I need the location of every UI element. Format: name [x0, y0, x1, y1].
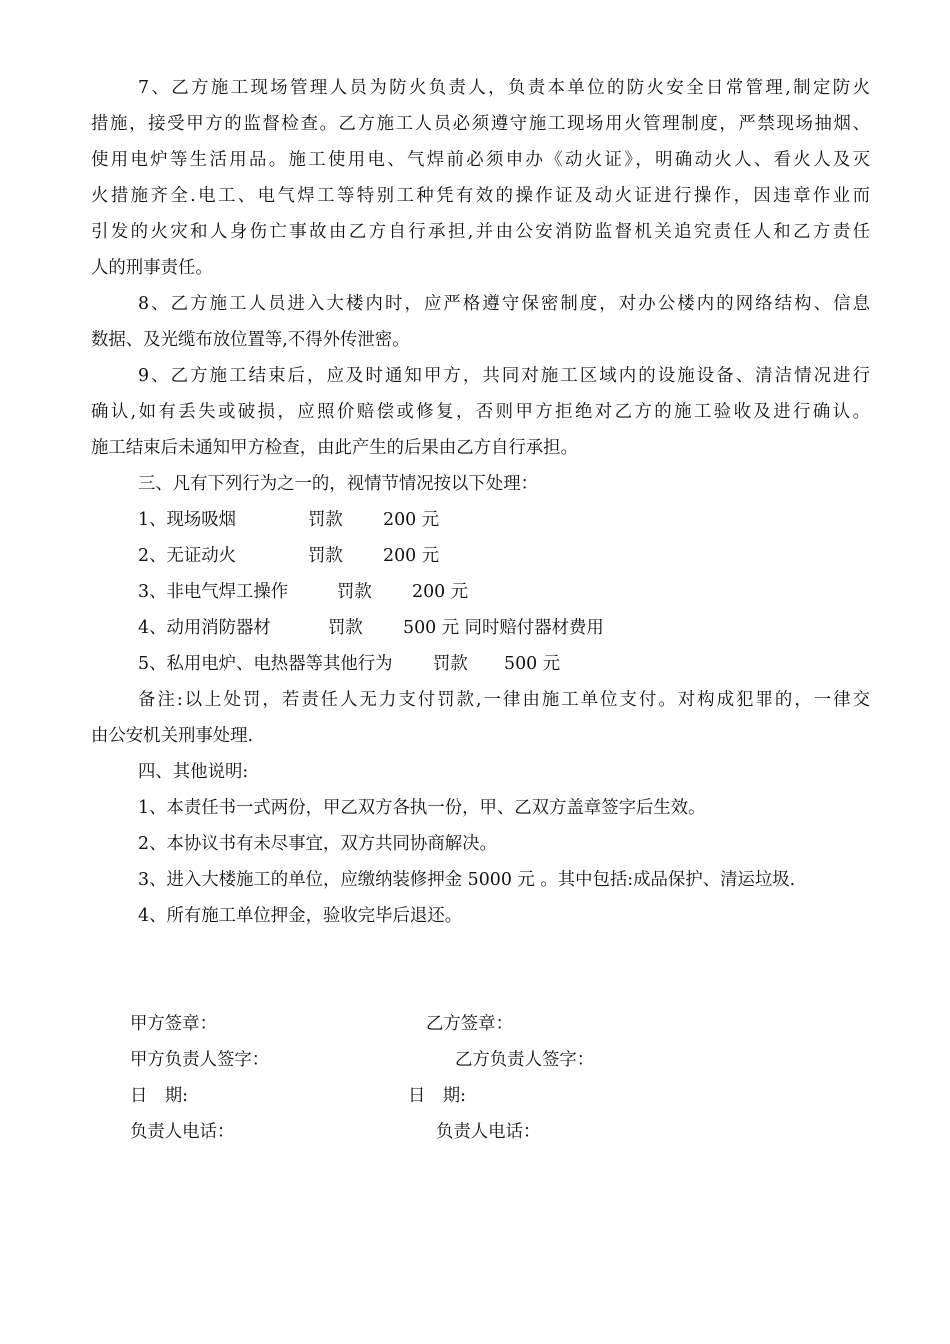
section4-item-2: 2、本协议书有未尽事宜，双方共同协商解决。	[138, 834, 497, 854]
p8-line-1: 8、乙方施工人员进入大楼内时，应严格遵守保密制度，对办公楼内的网络结构、信息	[138, 294, 870, 314]
penalty-amount: 200 元	[383, 546, 440, 566]
section4-item-3: 3、进入大楼施工的单位，应缴纳装修押金 5000 元 。其中包括:成品保护、清运垃圾.	[138, 870, 796, 890]
penalty-label: 罚款	[433, 654, 468, 674]
section3-heading: 三、凡有下列行为之一的，视情节情况按以下处理：	[138, 474, 538, 494]
p7-line-6: 人的刑事责任。	[91, 258, 213, 278]
signature-row-signer	[0, 1042, 950, 1078]
party-b-seal-label: 乙方签章：	[426, 1014, 513, 1034]
signature-row-phone	[0, 1114, 950, 1150]
penalty-item: 2、无证动火	[138, 546, 237, 566]
penalty-amount: 200 元	[383, 510, 440, 530]
p7-line-2: 措施，接受甲方的监督检查。乙方施工人员必须遵守施工现场用火管理制度，严禁现场抽烟、	[91, 114, 870, 134]
p7-line-1: 7、乙方施工现场管理人员为防火负责人，负责本单位的防火安全日常管理,制定防火	[138, 78, 870, 98]
party-a-signer-label: 甲方负责人签字：	[130, 1050, 270, 1070]
p9-line-1: 9、乙方施工结束后，应及时通知甲方，共同对施工区域内的设施设备、清洁情况进行	[138, 366, 870, 386]
penalty-item: 4、动用消防器材	[138, 618, 271, 638]
p9-line-2: 确认,如有丢失或破损，应照价赔偿或修复，否则甲方拒绝对乙方的施工验收及进行确认。	[91, 402, 870, 422]
penalty-item: 5、私用电炉、电热器等其他行为	[138, 654, 393, 674]
penalty-label: 罚款	[328, 618, 363, 638]
p7-line-3: 使用电炉等生活用品。施工使用电、气焊前必须申办《动火证》，明确动火人、看火人及灭	[91, 150, 870, 170]
penalty-amount: 200 元	[412, 582, 469, 602]
section4-heading: 四、其他说明:	[138, 762, 249, 782]
p7-line-5: 引发的火灾和人身伤亡事故由乙方自行承担,并由公安消防监督机关追究责任人和乙方责任	[91, 222, 870, 242]
penalty-label: 罚款	[308, 510, 343, 530]
phone-b-label: 负责人电话：	[436, 1122, 541, 1142]
signature-row-date	[0, 1078, 950, 1114]
penalty-label: 罚款	[337, 582, 372, 602]
phone-a-label: 负责人电话：	[130, 1122, 235, 1142]
section4-item-4: 4、所有施工单位押金，验收完毕后退还。	[138, 906, 463, 926]
note-line-1: 备注:以上处罚，若责任人无力支付罚款,一律由施工单位支付。对构成犯罪的，一律交	[138, 690, 870, 710]
party-b-signer-label: 乙方负责人签字：	[455, 1050, 595, 1070]
penalty-amount: 500 元	[504, 654, 561, 674]
penalty-label: 罚款	[308, 546, 343, 566]
penalty-item: 1、现场吸烟	[138, 510, 237, 530]
signature-row-seal	[0, 1006, 950, 1042]
party-a-seal-label: 甲方签章：	[130, 1014, 217, 1034]
p8-line-2: 数据、及光缆布放位置等,不得外传泄密。	[91, 330, 410, 350]
p9-line-3: 施工结束后未通知甲方检查，由此产生的后果由乙方自行承担。	[91, 438, 578, 458]
p7-line-4: 火措施齐全.电工、电气焊工等特别工种凭有效的操作证及动火证进行操作，因违章作业而	[91, 186, 870, 206]
date-a-label: 日 期:	[130, 1086, 189, 1106]
date-b-label: 日 期:	[408, 1086, 467, 1106]
note-line-2: 由公安机关刑事处理.	[91, 726, 254, 746]
section4-item-1: 1、本责任书一式两份，甲乙双方各执一份，甲、乙双方盖章签字后生效。	[138, 798, 706, 818]
penalty-item: 3、非电气焊工操作	[138, 582, 289, 602]
penalty-amount: 500 元 同时赔付器材费用	[403, 618, 604, 638]
